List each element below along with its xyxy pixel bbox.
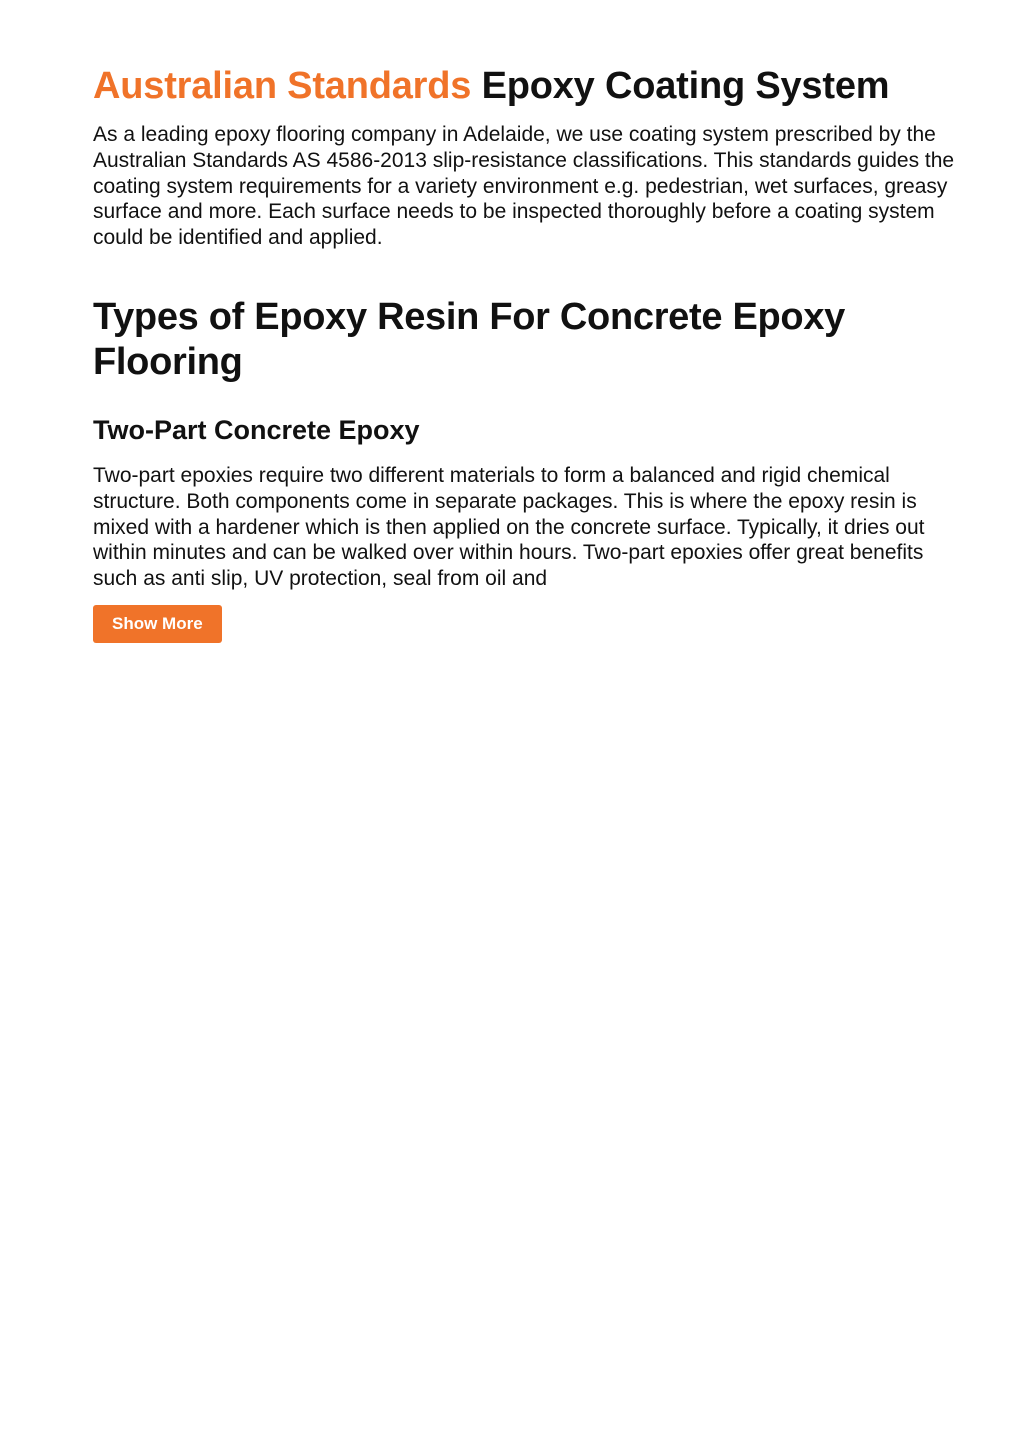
- two-part-paragraph: Two-part epoxies require two different materials to form a balanced and rigid chemical structure. Both components come in separate packages. This is where the epoxy resin is mixed with a hardener which is then applied on the concrete surface. Typically, it dries out within minutes and can be walked over within hours. Two-part epoxies offer great benefits such as anti slip, UV protection, seal from oil and: [93, 463, 925, 591]
- section-title-rest: Epoxy Coating System: [481, 65, 890, 107]
- collapsed-content: [93, 463, 956, 593]
- section-title-accent: Australian Standards: [93, 65, 472, 107]
- epoxy-types-heading: Types of Epoxy Resin For Concrete Epoxy Flooring: [93, 295, 845, 383]
- section-title: [93, 62, 956, 110]
- show-more-button[interactable]: Show More: [93, 605, 222, 643]
- two-part-subheading: Two-Part Concrete Epoxy: [93, 414, 420, 445]
- intro-paragraph: As a leading epoxy flooring company in Adelaide, we use coating system prescribed by the Australian Standards AS 4586-2013 slip-resistance classifications. This standards guides the coating system requirements for a variety environment e.g. pedestrian, wet surfaces, greasy surface and more. Each surface needs to be inspected thoroughly before a coating system could be identified and applied.: [93, 123, 955, 250]
